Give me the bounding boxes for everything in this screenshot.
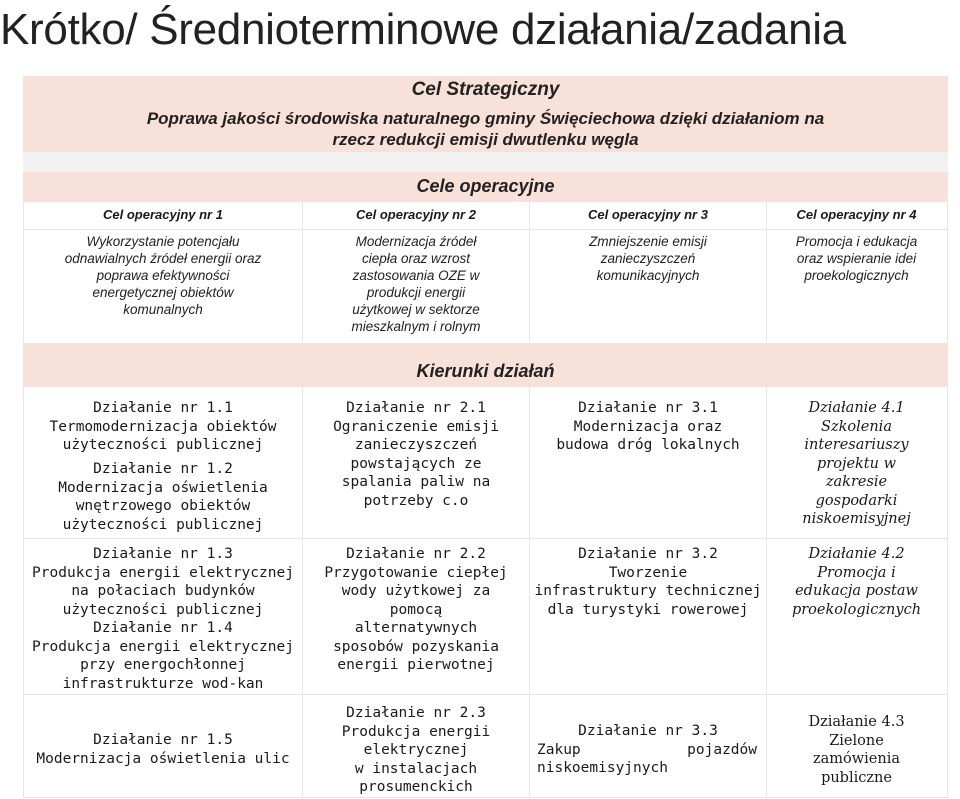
operational-goal-4-title: Cel operacyjny nr 4	[796, 207, 917, 222]
action-4-1: Działanie 4.1 Szkolenia interesariuszy projektu w zakresie gospodarki niskoemisyjnej	[802, 400, 911, 527]
action-3-2: Działanie nr 3.2 Tworzenie infrastruktury technicznej dla turystyki rowerowej	[534, 546, 762, 618]
operational-goal-3-desc: Zmniejszenie emisji zanieczyszczeń komunikacyjnych	[589, 234, 707, 283]
action-1-4: Działanie nr 1.4 Produkcja energii elektrycznej przy energochłonnej infrastrukturze wod-kan	[32, 620, 294, 692]
operational-goal-3-title: Cel operacyjny nr 3	[588, 207, 708, 222]
action-3-1: Działanie nr 3.1 Modernizacja oraz budowa dróg lokalnych	[556, 400, 740, 453]
operational-goal-2-title: Cel operacyjny nr 2	[356, 207, 476, 222]
action-directions-heading: Kierunki działań	[416, 361, 555, 381]
action-3-3: Działanie nr 3.3 Zakup pojazdów niskoemisyjnych	[537, 723, 757, 776]
operational-goals-header	[23, 172, 948, 202]
action-4-2: Działanie 4.2 Promocja i edukacja postaw proekologicznych	[791, 546, 922, 618]
strategic-goal-line: Poprawa jakości środowiska naturalnego gminy Święciechowa dzięki działaniom na	[146, 109, 825, 128]
spacer-row	[23, 343, 948, 357]
action-4-3: Działanie 4.3 Zielone zamówienia publiczne	[808, 714, 905, 786]
operational-goal-1-desc: Wykorzystanie potencjału odnawialnych źródeł energii oraz poprawa efektywności energetycznej obiektów komunalnych	[64, 234, 262, 317]
spacer-row	[23, 152, 948, 172]
action-2-1: Działanie nr 2.1 Ograniczenie emisji zanieczyszczeń powstających ze spalania paliw na potrzeby c.o	[333, 400, 499, 509]
operational-goal-4-desc: Promocja i edukacja oraz wspieranie idei proekologicznych	[795, 234, 918, 283]
action-2-2: Działanie nr 2.2 Przygotowanie ciepłej wody użytkowej za pomocą alternatywnych sposobów pozyskania energii pierwotnej	[324, 546, 508, 673]
action-2-3: Działanie nr 2.3 Produkcja energii elektrycznej w instalacjach prosumenckich	[341, 705, 491, 795]
strategic-goal-body	[23, 104, 948, 152]
action-1-2: Działanie nr 1.2 Modernizacja oświetlenia wnętrzowego obiektów użyteczności publicznej	[58, 461, 268, 533]
action-1-5: Działanie nr 1.5 Modernizacja oświetlenia ulic	[36, 732, 290, 767]
operational-goals-heading: Cele operacyjne	[416, 176, 555, 196]
action-1-1: Działanie nr 1.1 Termomodernizacja obiektów użyteczności publicznej	[49, 400, 277, 453]
strategic-goal-header	[23, 76, 948, 104]
strategic-goal-line: rzecz redukcji emisji dwutlenku węgla	[332, 130, 639, 149]
strategic-goal-heading: Cel Strategiczny	[411, 79, 560, 100]
operational-goal-1-title: Cel operacyjny nr 1	[103, 207, 223, 222]
action-1-3: Działanie nr 1.3 Produkcja energii elektrycznej na połaciach budynków użyteczności publicznej	[32, 546, 294, 618]
action-directions-header	[23, 357, 948, 387]
page-title: Krótko/ Średnioterminowe działania/zadania	[0, 5, 846, 54]
operational-goal-2-desc: Modernizacja źródeł ciepła oraz wzrost zastosowania OZE w produkcji energii użytkowej w sektorze mieszkalnym i rolnym	[351, 234, 481, 334]
strategic-goal-text	[23, 108, 948, 150]
